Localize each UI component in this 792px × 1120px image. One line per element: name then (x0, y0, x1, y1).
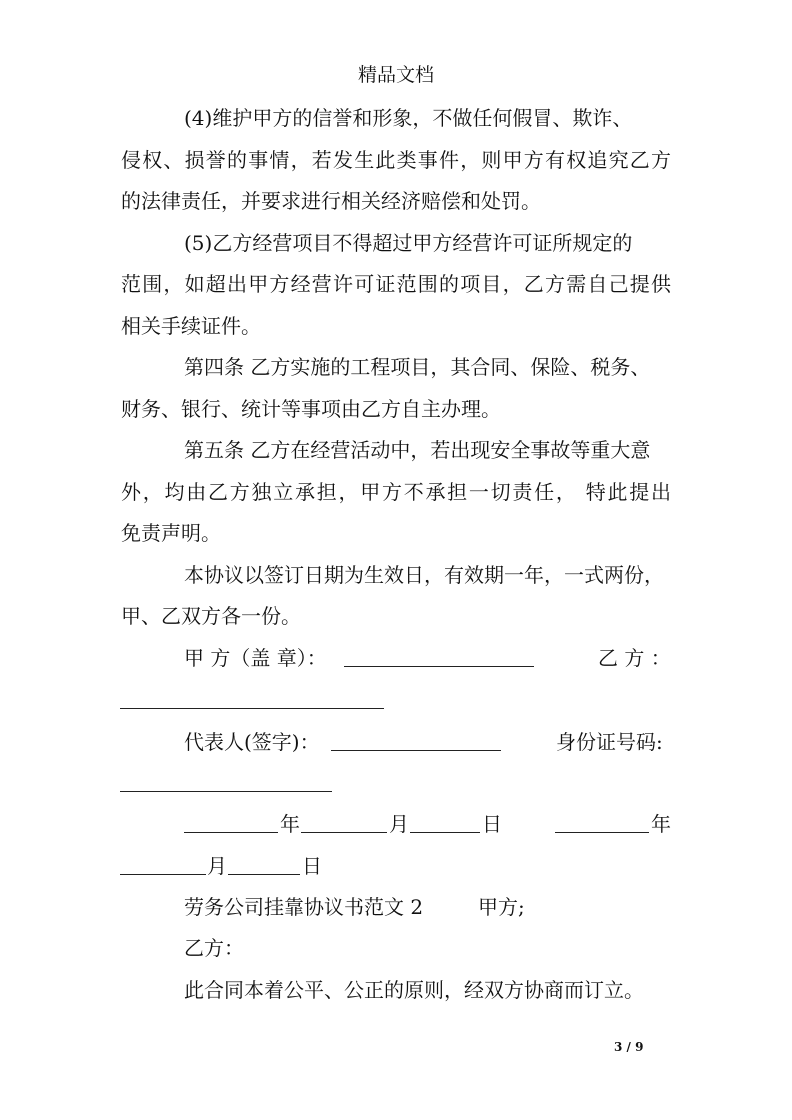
party-a-seal-label: 甲 方（盖 章）： (184, 646, 327, 670)
paragraph-2-line-1: (5)乙方经营项目不得超过甲方经营许可证所规定的 (184, 231, 633, 255)
paragraph-4-line-2: 外，均由乙方独立承担，甲方不承担一切责任， 特此提出 (121, 480, 671, 504)
date-a-year-label: 年 (280, 812, 300, 836)
representative-label: 代表人(签字)： (184, 730, 320, 754)
paragraph-2-line-2: 范围，如超出甲方经营许可证范围的项目，乙方需自己提供 (121, 272, 671, 296)
date-b-year-blank (555, 814, 649, 833)
paragraph-5-line-2: 甲、乙双方各一份。 (121, 604, 301, 628)
date-a-day-label: 日 (482, 812, 502, 836)
paragraph-5-line-1: 本协议以签订日期为生效日，有效期一年，一式两份， (184, 563, 664, 587)
paragraph-2-line-3: 相关手续证件。 (121, 314, 261, 338)
date-b-day-blank (228, 856, 300, 875)
party-a-seal-blank (344, 648, 534, 667)
party-b-label: 乙 方 ： (598, 646, 671, 670)
page-number: 3 / 9 (614, 1040, 644, 1054)
paragraph-4-line-1: 第五条 乙方在经营活动中，若出现安全事故等重大意 (184, 438, 651, 462)
date-a-month-label: 月 (389, 812, 409, 836)
paragraph-3-line-2: 财务、银行、统计等事项由乙方自主办理。 (121, 397, 501, 421)
date-b-day-label: 日 (302, 854, 322, 878)
date-a-day-blank (410, 814, 480, 833)
paragraph-3-line-1: 第四条 乙方实施的工程项目，其合同、保险、税务、 (184, 355, 651, 379)
second-agreement-title: 劳务公司挂靠协议书范文 2 (184, 895, 424, 919)
second-agreement-party-b: 乙方： (184, 936, 244, 960)
representative-blank (331, 732, 501, 751)
second-agreement-intro: 此合同本着公平、公正的原则，经双方协商而订立。 (184, 978, 644, 1002)
date-b-month-label: 月 (207, 854, 227, 878)
id-number-label: 身份证号码: (556, 730, 663, 754)
page-header-title: 精品文档 (357, 64, 434, 86)
date-a-year-blank (184, 814, 278, 833)
party-b-blank (120, 690, 384, 709)
paragraph-1-line-1: (4)维护甲方的信誉和形象，不做任何假冒、欺诈、 (184, 106, 633, 130)
second-agreement-party-a: 甲方; (478, 895, 525, 919)
paragraph-1-line-2: 侵权、损誉的事情，若发生此类事件，则甲方有权追究乙方 (121, 148, 671, 172)
date-b-month-blank (120, 856, 206, 875)
date-a-month-blank (301, 814, 387, 833)
paragraph-4-line-3: 免责声明。 (121, 521, 221, 545)
date-b-year-label: 年 (651, 812, 671, 836)
paragraph-1-line-3: 的法律责任，并要求进行相关经济赔偿和处罚。 (121, 189, 541, 213)
id-number-blank (120, 773, 332, 792)
